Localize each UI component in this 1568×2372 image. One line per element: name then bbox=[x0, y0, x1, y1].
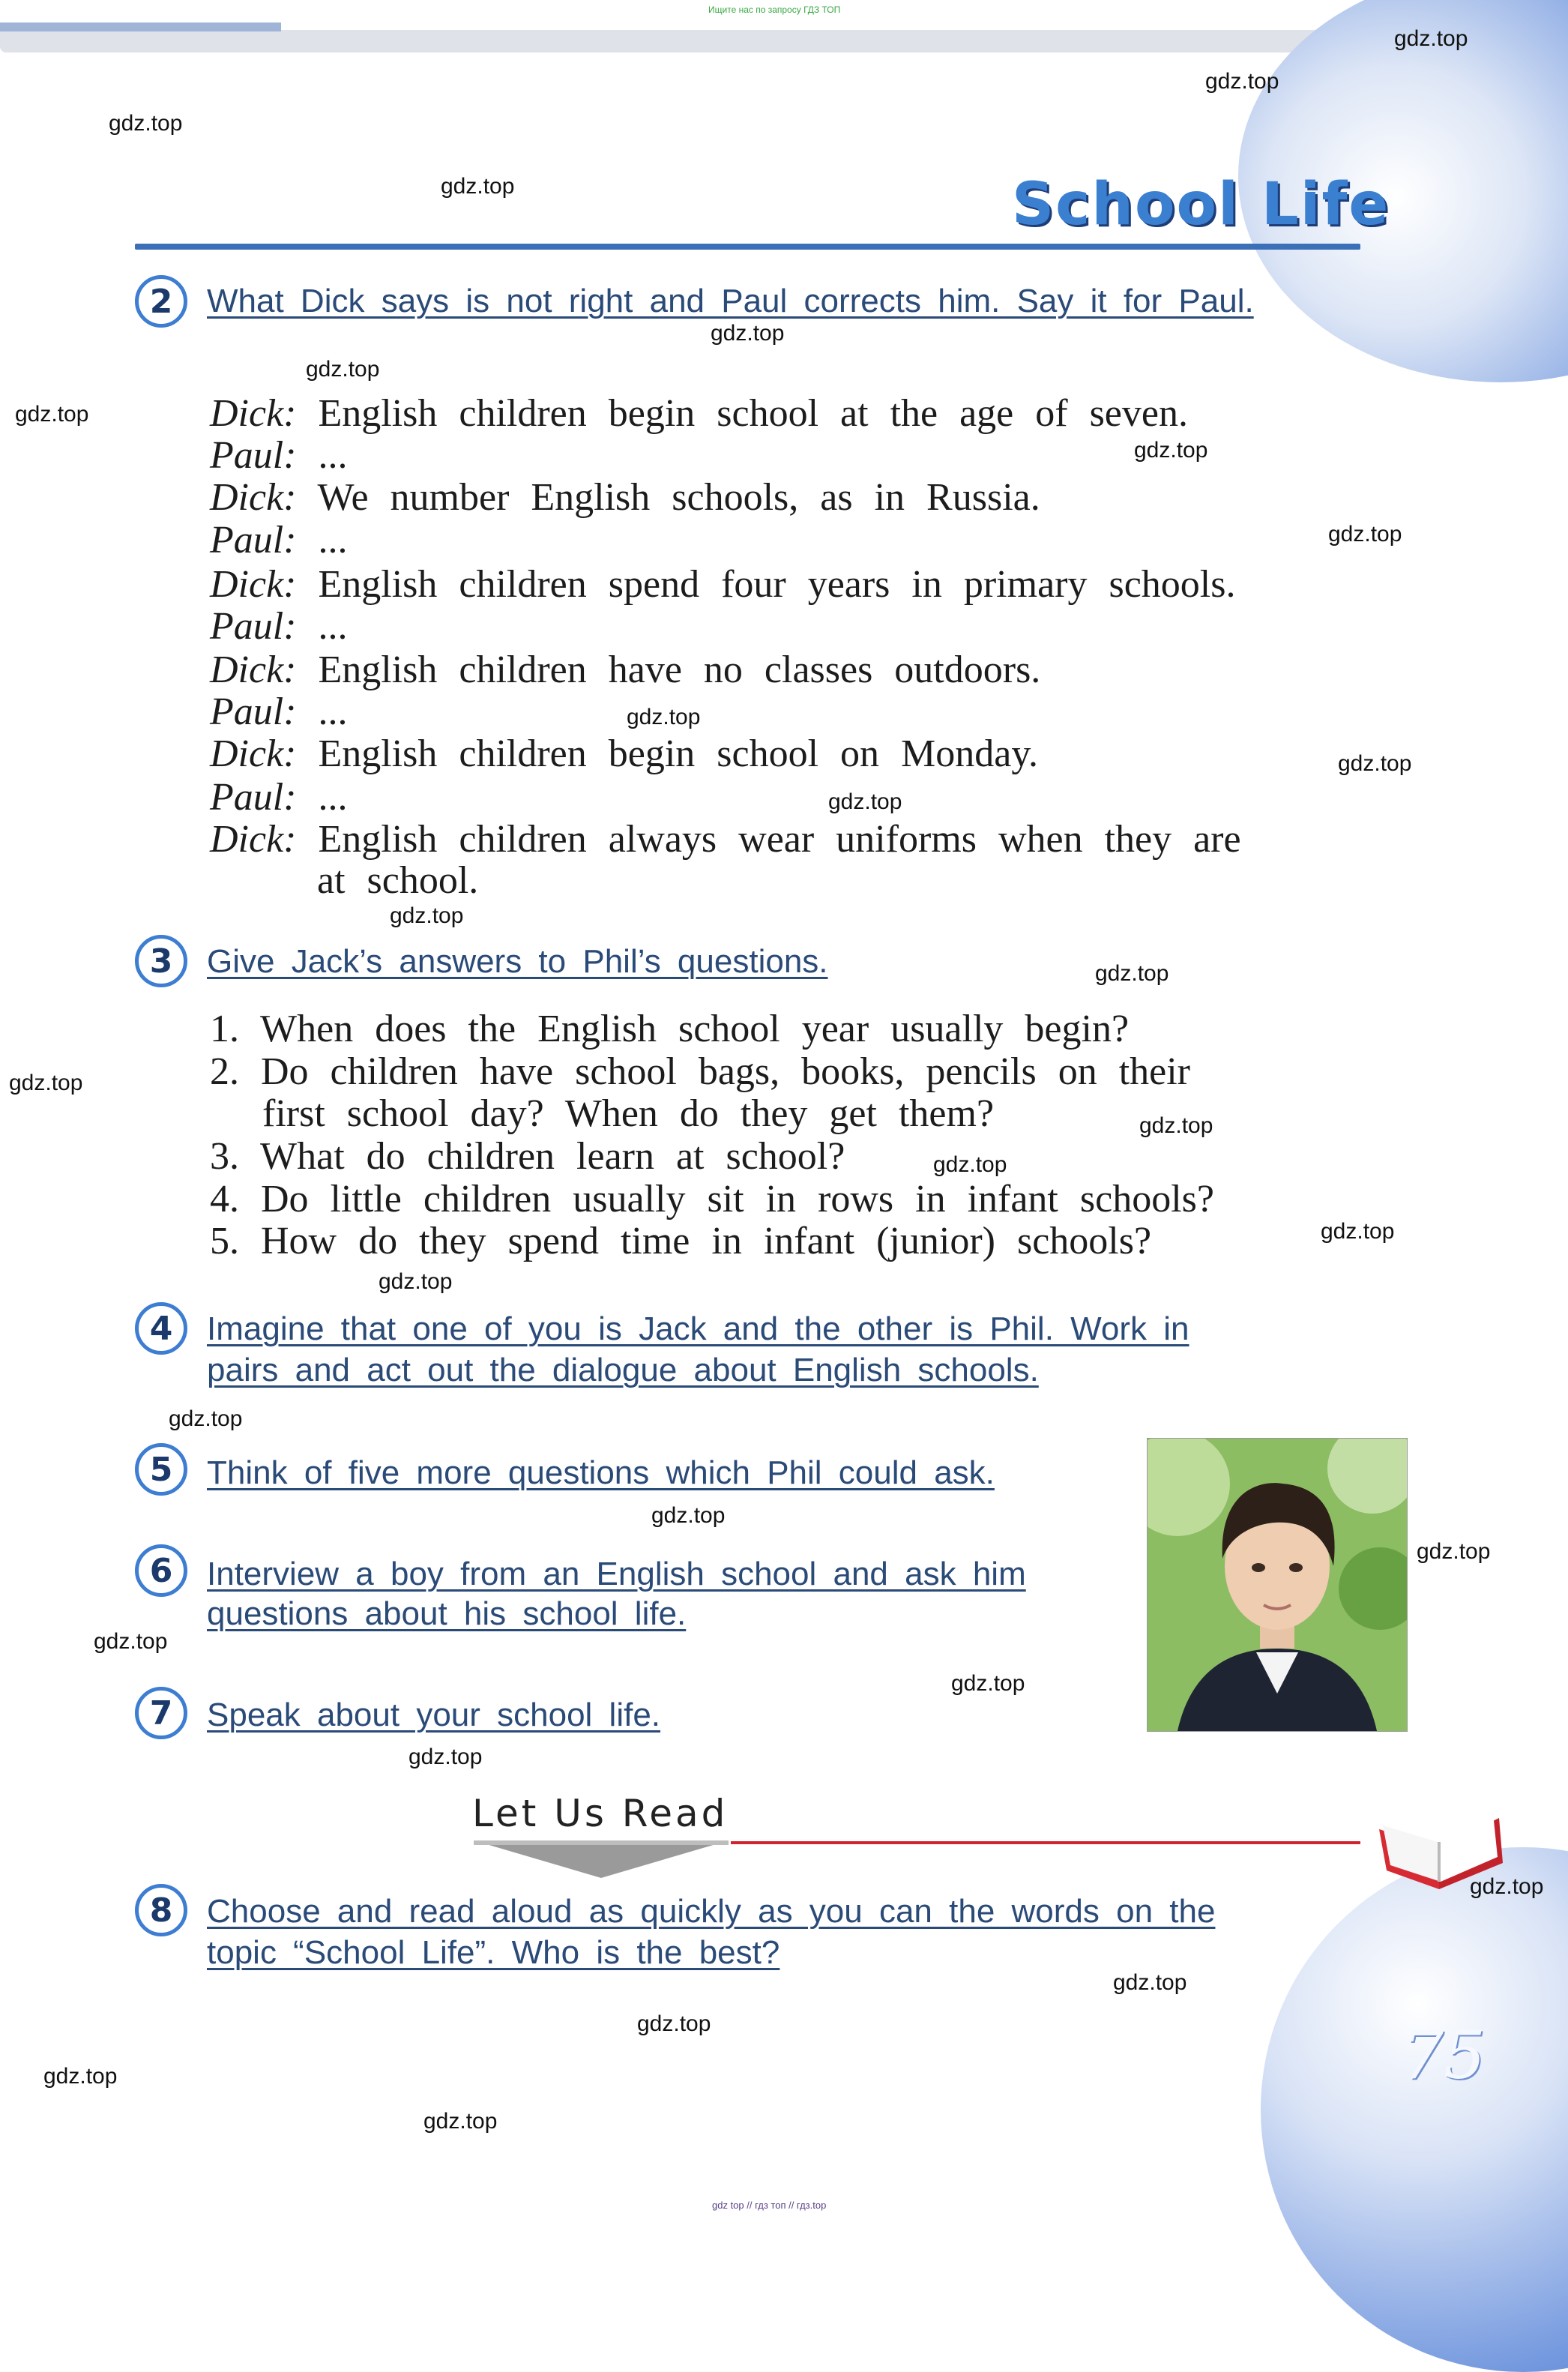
watermark: gdz.top bbox=[1134, 438, 1208, 463]
watermark: gdz.top bbox=[951, 1671, 1025, 1696]
page-title: School Life bbox=[1012, 171, 1390, 238]
dialogue-line: Paul: ... bbox=[210, 690, 348, 733]
exercise-8-instruction-line2: topic “School Life”. Who is the best? bbox=[207, 1934, 780, 1971]
watermark: gdz.top bbox=[933, 1152, 1007, 1177]
top-bar-accent bbox=[0, 22, 281, 31]
exercise-number-8: 8 bbox=[135, 1884, 187, 1936]
watermark: gdz.top bbox=[627, 705, 701, 729]
exercise-number-7: 7 bbox=[135, 1687, 187, 1739]
watermark: gdz.top bbox=[1095, 961, 1169, 986]
watermark: gdz.top bbox=[423, 2109, 498, 2134]
boy-photo bbox=[1147, 1438, 1408, 1732]
question-item: 3. What do children learn at school? bbox=[210, 1135, 845, 1178]
dialogue-line: Dick: We number English schools, as in Russia. bbox=[210, 476, 1040, 519]
page-number: 75 bbox=[1402, 2017, 1486, 2094]
exercise-number-3: 3 bbox=[135, 935, 187, 987]
watermark: gdz.top bbox=[637, 2011, 711, 2036]
dialogue-continuation: at school. bbox=[317, 859, 479, 902]
exercise-7-instruction: Speak about your school life. bbox=[207, 1697, 661, 1733]
watermark: gdz.top bbox=[9, 1071, 83, 1095]
watermark: gdz.top bbox=[306, 357, 380, 382]
exercise-4-instruction-line1: Imagine that one of you is Jack and the other is Phil. Work in bbox=[207, 1310, 1189, 1347]
watermark: gdz.top bbox=[109, 111, 183, 136]
watermark: gdz.top bbox=[408, 1745, 483, 1769]
exercise-6-instruction-line2: questions about his school life. bbox=[207, 1595, 687, 1632]
exercise-4-instruction-line2: pairs and act out the dialogue about English schools. bbox=[207, 1352, 1039, 1388]
dialogue-line: Paul: ... bbox=[210, 519, 348, 562]
watermark: gdz.top bbox=[169, 1406, 243, 1431]
dialogue-line: Dick: English children begin school at the age of seven. bbox=[210, 392, 1188, 435]
watermark: gdz.top bbox=[1113, 1970, 1187, 1995]
watermark: gdz.top bbox=[94, 1629, 168, 1654]
watermark: gdz.top bbox=[15, 402, 89, 427]
question-item: 2. Do children have school bags, books, pencils on their bbox=[210, 1050, 1190, 1093]
dialogue-line: Dick: English children always wear uniforms when they are bbox=[210, 818, 1241, 861]
question-item: 5. How do they spend time in infant (junior) schools? bbox=[210, 1220, 1152, 1262]
corner-decoration-bottom bbox=[1261, 1847, 1568, 2372]
exercise-6-instruction-line1: Interview a boy from an English school and ask him bbox=[207, 1556, 1026, 1592]
watermark: gdz.top bbox=[1205, 69, 1279, 94]
book-icon bbox=[1372, 1788, 1507, 1893]
exercise-number-5: 5 bbox=[135, 1443, 187, 1496]
exercise-2-instruction: What Dick says is not right and Paul corrects him. Say it for Paul. bbox=[207, 283, 1254, 319]
boy-portrait-image bbox=[1148, 1439, 1407, 1731]
watermark: gdz.top bbox=[1394, 26, 1468, 51]
section-heading-rule bbox=[731, 1841, 1360, 1844]
watermark: gdz.top bbox=[1321, 1219, 1395, 1244]
watermark: gdz.top bbox=[1470, 1874, 1544, 1899]
section-heading-let-us-read: Let Us Read bbox=[472, 1792, 729, 1835]
exercise-3-instruction: Give Jack’s answers to Phil’s questions. bbox=[207, 943, 828, 980]
exercise-8-instruction-line1: Choose and read aloud as quickly as you can the words on the bbox=[207, 1893, 1216, 1930]
question-item-continuation: first school day? When do they get them? bbox=[262, 1092, 995, 1135]
watermark: gdz.top bbox=[1417, 1539, 1491, 1564]
dialogue-line: Paul: ... bbox=[210, 434, 348, 477]
dialogue-line: Dick: English children have no classes outdoors. bbox=[210, 648, 1041, 691]
dialogue-line: Paul: ... bbox=[210, 776, 348, 819]
footer-links[interactable]: gdz top // гдз топ // гдз.top bbox=[712, 2200, 827, 2211]
watermark: gdz.top bbox=[1338, 751, 1412, 776]
watermark: gdz.top bbox=[43, 2064, 118, 2089]
watermark: gdz.top bbox=[441, 174, 515, 199]
exercise-number-4: 4 bbox=[135, 1302, 187, 1355]
dialogue-line: Dick: English children spend four years in primary schools. bbox=[210, 563, 1236, 606]
question-item: 4. Do little children usually sit in rows in infant schools? bbox=[210, 1178, 1214, 1220]
heading-arrow-shape bbox=[474, 1840, 729, 1878]
dialogue-line: Paul: ... bbox=[210, 605, 348, 648]
watermark: gdz.top bbox=[1328, 522, 1402, 547]
watermark: gdz.top bbox=[379, 1269, 453, 1294]
watermark: gdz.top bbox=[711, 321, 785, 346]
watermark: gdz.top bbox=[390, 903, 464, 928]
exercise-5-instruction: Think of five more questions which Phil could ask. bbox=[207, 1454, 995, 1491]
title-divider bbox=[135, 244, 1360, 250]
exercise-number-6: 6 bbox=[135, 1544, 187, 1597]
watermark: gdz.top bbox=[1139, 1113, 1213, 1138]
top-note[interactable]: Ищите нас по запросу ГДЗ ТОП bbox=[708, 4, 841, 15]
question-item: 1. When does the English school year usually begin? bbox=[210, 1008, 1130, 1050]
watermark: gdz.top bbox=[651, 1503, 726, 1528]
watermark: gdz.top bbox=[828, 789, 902, 814]
dialogue-line: Dick: English children begin school on Monday. bbox=[210, 732, 1038, 775]
exercise-number-2: 2 bbox=[135, 275, 187, 328]
